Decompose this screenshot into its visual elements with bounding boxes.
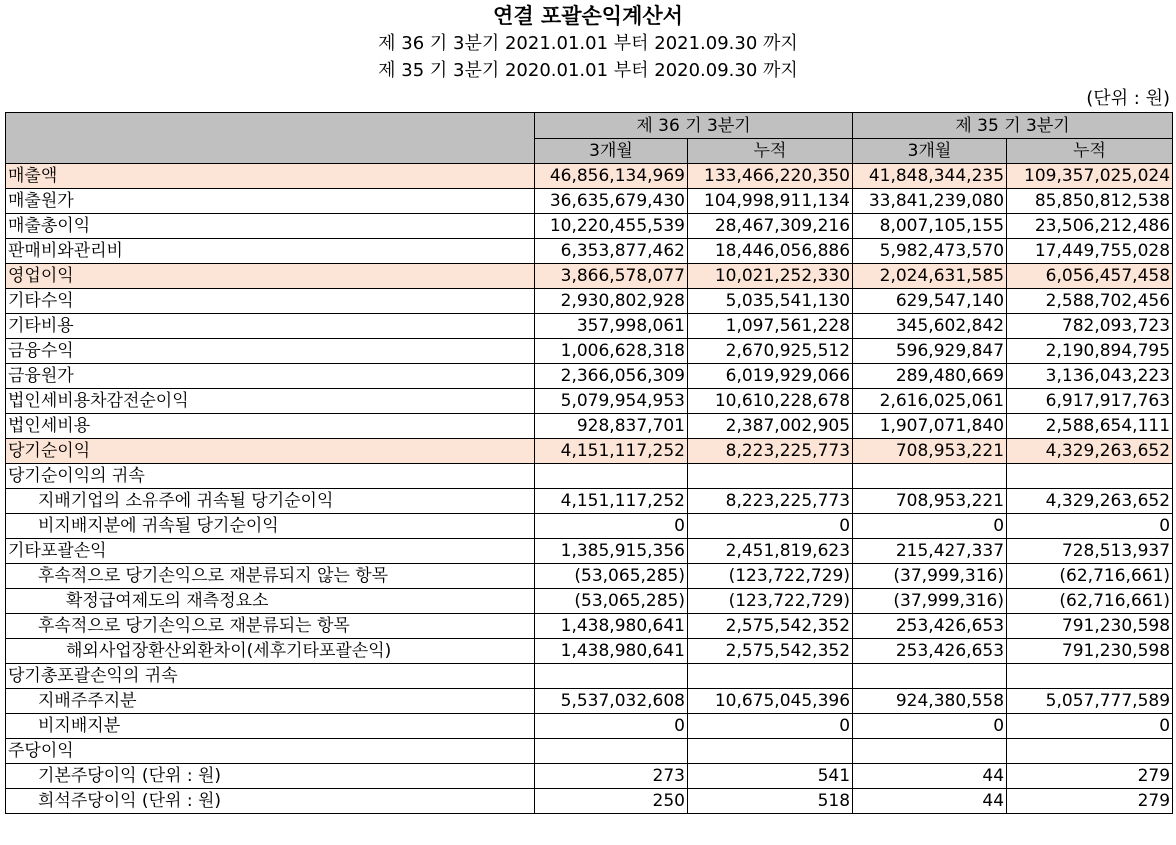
- table-row: [6, 189, 1173, 214]
- value-current-cumulative: 6,019,929,066: [688, 364, 853, 389]
- table-row: [6, 439, 1173, 464]
- value-prior-cumulative: 5,057,777,589: [1007, 689, 1173, 714]
- value-prior-3months: [853, 739, 1007, 764]
- value-prior-3months: 41,848,344,235: [853, 164, 1007, 189]
- value-prior-cumulative: 109,357,025,024: [1007, 164, 1173, 189]
- value-prior-3months: [853, 664, 1007, 689]
- value-current-3months: 2,366,056,309: [535, 364, 688, 389]
- value-current-cumulative: 541: [688, 764, 853, 789]
- value-current-cumulative: 133,466,220,350: [688, 164, 853, 189]
- value-current-3months: [535, 664, 688, 689]
- account-label: 당기순이익의 귀속: [6, 464, 535, 489]
- value-current-cumulative: (123,722,729): [688, 564, 853, 589]
- value-prior-cumulative: 6,056,457,458: [1007, 264, 1173, 289]
- value-current-3months: 1,006,628,318: [535, 339, 688, 364]
- table-row: [6, 364, 1173, 389]
- value-current-3months: 4,151,117,252: [535, 489, 688, 514]
- account-label: 지배주주지분: [6, 689, 535, 714]
- value-prior-3months: 345,602,842: [853, 314, 1007, 339]
- value-current-cumulative: 10,675,045,396: [688, 689, 853, 714]
- value-prior-3months: 2,616,025,061: [853, 389, 1007, 414]
- value-current-3months: (53,065,285): [535, 564, 688, 589]
- account-label: 확정급여제도의 재측정요소: [6, 589, 535, 614]
- account-label: 후속적으로 당기손익으로 재분류되는 항목: [6, 614, 535, 639]
- value-current-3months: 1,385,915,356: [535, 539, 688, 564]
- header-period-current: 제 36 기 3분기: [535, 113, 853, 139]
- value-current-cumulative: 10,021,252,330: [688, 264, 853, 289]
- unit-label: (단위 : 원): [1086, 88, 1170, 109]
- value-current-3months: 4,151,117,252: [535, 439, 688, 464]
- account-label: 판매비와관리비: [6, 239, 535, 264]
- value-current-cumulative: 2,575,542,352: [688, 614, 853, 639]
- value-prior-3months: 215,427,337: [853, 539, 1007, 564]
- account-label: 주당이익: [6, 739, 535, 764]
- value-current-cumulative: 18,446,056,886: [688, 239, 853, 264]
- account-label: 법인세비용차감전순이익: [6, 389, 535, 414]
- value-current-3months: 250: [535, 789, 688, 814]
- value-current-3months: 273: [535, 764, 688, 789]
- value-current-cumulative: 0: [688, 714, 853, 739]
- value-current-3months: 1,438,980,641: [535, 639, 688, 664]
- value-current-cumulative: 2,451,819,623: [688, 539, 853, 564]
- value-current-cumulative: 8,223,225,773: [688, 439, 853, 464]
- value-prior-3months: 253,426,653: [853, 614, 1007, 639]
- value-prior-3months: 33,841,239,080: [853, 189, 1007, 214]
- value-current-cumulative: [688, 739, 853, 764]
- value-current-3months: 6,353,877,462: [535, 239, 688, 264]
- value-prior-cumulative: 2,588,654,111: [1007, 414, 1173, 439]
- value-current-3months: 3,866,578,077: [535, 264, 688, 289]
- table-row: [6, 764, 1173, 789]
- value-prior-3months: 708,953,221: [853, 489, 1007, 514]
- value-prior-cumulative: 23,506,212,486: [1007, 214, 1173, 239]
- table-row: [6, 589, 1173, 614]
- account-label: 영업이익: [6, 264, 535, 289]
- table-row: [6, 639, 1173, 664]
- value-prior-cumulative: 728,513,937: [1007, 539, 1173, 564]
- header-prior-cumulative: 누적: [1007, 139, 1173, 164]
- value-prior-3months: 289,480,669: [853, 364, 1007, 389]
- value-prior-3months: 2,024,631,585: [853, 264, 1007, 289]
- account-label: 금융원가: [6, 364, 535, 389]
- value-current-cumulative: 28,467,309,216: [688, 214, 853, 239]
- value-current-cumulative: 2,387,002,905: [688, 414, 853, 439]
- value-prior-3months: 1,907,071,840: [853, 414, 1007, 439]
- value-prior-cumulative: 0: [1007, 714, 1173, 739]
- value-current-3months: 2,930,802,928: [535, 289, 688, 314]
- value-current-3months: [535, 739, 688, 764]
- account-label: 비지배지분에 귀속될 당기순이익: [6, 514, 535, 539]
- account-label: 지배기업의 소유주에 귀속될 당기순이익: [6, 489, 535, 514]
- value-prior-cumulative: [1007, 664, 1173, 689]
- value-prior-cumulative: (62,716,661): [1007, 589, 1173, 614]
- value-current-3months: 36,635,679,430: [535, 189, 688, 214]
- value-current-3months: 5,537,032,608: [535, 689, 688, 714]
- value-current-cumulative: 518: [688, 789, 853, 814]
- value-current-3months: (53,065,285): [535, 589, 688, 614]
- table-row: [6, 389, 1173, 414]
- value-prior-3months: 924,380,558: [853, 689, 1007, 714]
- value-prior-cumulative: 2,190,894,795: [1007, 339, 1173, 364]
- value-prior-cumulative: 0: [1007, 514, 1173, 539]
- value-prior-3months: [853, 464, 1007, 489]
- value-prior-3months: 596,929,847: [853, 339, 1007, 364]
- value-current-cumulative: 8,223,225,773: [688, 489, 853, 514]
- value-current-cumulative: 0: [688, 514, 853, 539]
- table-row: [6, 714, 1173, 739]
- value-prior-cumulative: 85,850,812,538: [1007, 189, 1173, 214]
- table-row: [6, 314, 1173, 339]
- value-prior-cumulative: (62,716,661): [1007, 564, 1173, 589]
- account-label: 후속적으로 당기손익으로 재분류되지 않는 항목: [6, 564, 535, 589]
- value-current-3months: 928,837,701: [535, 414, 688, 439]
- account-label: 매출원가: [6, 189, 535, 214]
- value-current-cumulative: (123,722,729): [688, 589, 853, 614]
- value-prior-3months: 629,547,140: [853, 289, 1007, 314]
- account-label: 기타수익: [6, 289, 535, 314]
- account-label: 매출총이익: [6, 214, 535, 239]
- table-row: [6, 614, 1173, 639]
- table-row: [6, 214, 1173, 239]
- value-current-3months: 1,438,980,641: [535, 614, 688, 639]
- value-prior-3months: 0: [853, 714, 1007, 739]
- value-current-3months: 357,998,061: [535, 314, 688, 339]
- table-row: [6, 689, 1173, 714]
- header-period-prior: 제 35 기 3분기: [853, 113, 1173, 139]
- account-label: 기타포괄손익: [6, 539, 535, 564]
- table-row: [6, 339, 1173, 364]
- table-row: [6, 464, 1173, 489]
- header-account-blank: [6, 113, 535, 164]
- table-row: [6, 164, 1173, 189]
- value-prior-cumulative: 4,329,263,652: [1007, 439, 1173, 464]
- account-label: 매출액: [6, 164, 535, 189]
- value-prior-3months: 708,953,221: [853, 439, 1007, 464]
- value-prior-3months: 0: [853, 514, 1007, 539]
- value-prior-cumulative: 3,136,043,223: [1007, 364, 1173, 389]
- value-current-3months: 10,220,455,539: [535, 214, 688, 239]
- account-label: 기본주당이익 (단위 : 원): [6, 764, 535, 789]
- header-current-cumulative: 누적: [688, 139, 853, 164]
- value-prior-cumulative: [1007, 739, 1173, 764]
- value-current-cumulative: 104,998,911,134: [688, 189, 853, 214]
- value-current-cumulative: [688, 664, 853, 689]
- header-current-3months: 3개월: [535, 139, 688, 164]
- table-row: [6, 489, 1173, 514]
- value-current-3months: [535, 464, 688, 489]
- table-row: [6, 739, 1173, 764]
- value-current-3months: 46,856,134,969: [535, 164, 688, 189]
- table-row: [6, 789, 1173, 814]
- value-prior-cumulative: 6,917,917,763: [1007, 389, 1173, 414]
- value-prior-3months: 253,426,653: [853, 639, 1007, 664]
- value-current-3months: 0: [535, 714, 688, 739]
- value-current-cumulative: 2,670,925,512: [688, 339, 853, 364]
- value-current-cumulative: 5,035,541,130: [688, 289, 853, 314]
- account-label: 법인세비용: [6, 414, 535, 439]
- account-label: 금융수익: [6, 339, 535, 364]
- value-prior-3months: 8,007,105,155: [853, 214, 1007, 239]
- account-label: 당기순이익: [6, 439, 535, 464]
- value-prior-cumulative: 791,230,598: [1007, 639, 1173, 664]
- value-current-cumulative: 2,575,542,352: [688, 639, 853, 664]
- table-row: [6, 289, 1173, 314]
- table-row: [6, 239, 1173, 264]
- value-current-cumulative: 1,097,561,228: [688, 314, 853, 339]
- value-prior-cumulative: [1007, 464, 1173, 489]
- value-prior-cumulative: 4,329,263,652: [1007, 489, 1173, 514]
- value-prior-cumulative: 279: [1007, 764, 1173, 789]
- period-prior: 제 35 기 3분기 2020.01.01 부터 2020.09.30 까지: [378, 60, 798, 81]
- table-row: [6, 664, 1173, 689]
- table-row: [6, 514, 1173, 539]
- value-prior-cumulative: 2,588,702,456: [1007, 289, 1173, 314]
- table-row: [6, 539, 1173, 564]
- value-current-3months: 5,079,954,953: [535, 389, 688, 414]
- account-label: 해외사업장환산외환차이(세후기타포괄손익): [6, 639, 535, 664]
- statement-title: 연결 포괄손익계산서: [493, 4, 683, 28]
- income-statement-table: [5, 112, 1173, 814]
- value-current-3months: 0: [535, 514, 688, 539]
- value-prior-cumulative: 17,449,755,028: [1007, 239, 1173, 264]
- table-body: [6, 164, 1173, 814]
- value-prior-3months: (37,999,316): [853, 564, 1007, 589]
- account-label: 희석주당이익 (단위 : 원): [6, 789, 535, 814]
- value-prior-3months: 44: [853, 789, 1007, 814]
- value-prior-3months: 44: [853, 764, 1007, 789]
- account-label: 비지배지분: [6, 714, 535, 739]
- period-current: 제 36 기 3분기 2021.01.01 부터 2021.09.30 까지: [378, 33, 798, 54]
- table-row: [6, 564, 1173, 589]
- value-current-cumulative: [688, 464, 853, 489]
- value-prior-3months: (37,999,316): [853, 589, 1007, 614]
- account-label: 당기총포괄손익의 귀속: [6, 664, 535, 689]
- value-prior-3months: 5,982,473,570: [853, 239, 1007, 264]
- account-label: 기타비용: [6, 314, 535, 339]
- header-row-periods: [6, 113, 1173, 139]
- value-prior-cumulative: 791,230,598: [1007, 614, 1173, 639]
- value-prior-cumulative: 279: [1007, 789, 1173, 814]
- table-row: [6, 264, 1173, 289]
- table-row: [6, 414, 1173, 439]
- value-prior-cumulative: 782,093,723: [1007, 314, 1173, 339]
- header-prior-3months: 3개월: [853, 139, 1007, 164]
- value-current-cumulative: 10,610,228,678: [688, 389, 853, 414]
